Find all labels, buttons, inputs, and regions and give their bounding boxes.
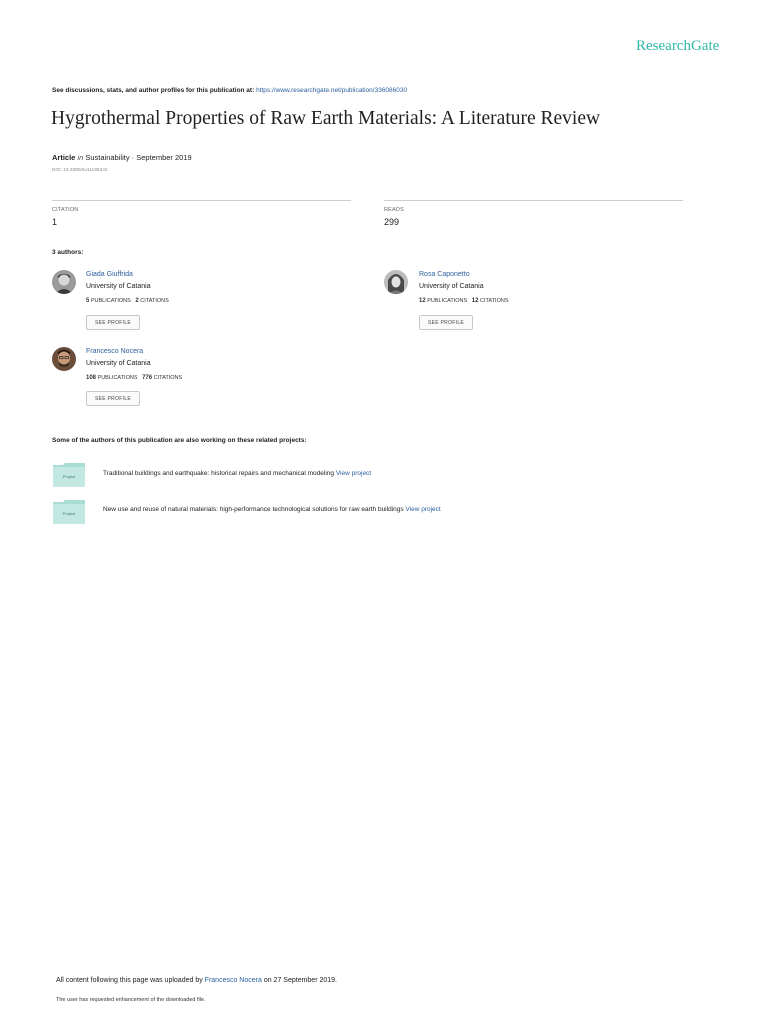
author-affiliation: University of Catania [86,283,151,290]
discussions-line [52,87,407,94]
project-item [103,470,371,477]
reads-label: READS [384,207,404,213]
citations-label: CITATIONS [153,375,183,381]
enhancement-note: The user has requested enhancement of the downloaded file. [56,997,206,1003]
upload-suffix: on 27 September 2019. [263,977,337,984]
publications-count: 12 [419,298,426,304]
article-type: Article [52,153,76,162]
publications-count: 108 [86,375,97,381]
avatar[interactable] [384,270,408,294]
author-card [52,347,76,371]
project-icon-label: Project [62,474,76,479]
publications-label: PUBLICATIONS [97,375,138,381]
author-affiliation: University of Catania [86,360,151,367]
folder-icon [53,463,85,487]
citation-value: 1 [52,217,58,227]
upload-note [56,977,337,984]
publications-label: PUBLICATIONS [427,298,468,304]
author-name[interactable]: Francesco Nocera [86,348,144,355]
author-affiliation: University of Catania [419,283,484,290]
article-info [52,153,192,162]
project-title: New use and reuse of natural materials: high-performance technological solutions for raw earth buildings [103,506,404,513]
avatar-photo-icon [52,347,76,371]
citations-count: 776 [142,375,153,381]
page-title: Hygrothermal Properties of Raw Earth Materials: A Literature Review [51,108,601,129]
citation-divider [52,200,351,201]
citations-count: 12 [471,298,479,304]
project-icon[interactable] [53,500,85,529]
author-stats [419,298,509,304]
avatar-photo-icon [52,270,76,294]
reads-value: 299 [384,217,400,227]
citations-label: CITATIONS [479,298,509,304]
project-icon-label: Project [62,511,76,516]
doi: DOI: 10.3390/su11195342 [52,168,108,173]
publications-count: 5 [86,298,90,304]
upload-prefix: All content following this page was uploaded by [56,977,203,984]
view-project-link[interactable]: View project [335,470,372,477]
author-card [52,270,76,294]
view-project-link[interactable]: View project [405,506,441,513]
avatar[interactable] [52,270,76,294]
journal-date: Sustainability · September 2019 [85,153,192,162]
researchgate-logo[interactable]: ResearchGate [636,38,720,54]
see-profile-button[interactable]: SEE PROFILE [86,391,140,406]
in-word: in [77,153,84,162]
author-name[interactable]: Giada Giuffrida [86,271,133,278]
citation-label: CITATION [52,207,79,213]
publication-url-link[interactable]: https://www.researchgate.net/publication/336086030 [256,87,408,94]
discussions-text: See discussions, stats, and author profiles for this publication at: [52,87,255,94]
related-projects-heading: Some of the authors of this publication are also working on these related projects: [52,437,307,444]
publications-label: PUBLICATIONS [90,298,131,304]
project-icon[interactable] [53,463,85,492]
author-stats [86,375,182,381]
project-title: Traditional buildings and earthquake: historical repairs and mechanical modeling [103,470,335,477]
avatar-photo-icon [384,270,408,294]
see-profile-button[interactable]: SEE PROFILE [86,315,140,330]
reads-divider [384,200,683,201]
authors-heading: 3 authors: [52,249,84,256]
citations-count: 2 [135,298,139,304]
uploader-link[interactable]: Francesco Nocera [204,977,262,984]
folder-icon [53,500,85,524]
author-card [384,270,408,294]
avatar[interactable] [52,347,76,371]
author-name[interactable]: Rosa Caponetto [419,271,470,278]
see-profile-button[interactable]: SEE PROFILE [419,315,473,330]
author-stats [86,298,169,304]
citations-label: CITATIONS [140,298,169,304]
project-item [103,506,441,513]
